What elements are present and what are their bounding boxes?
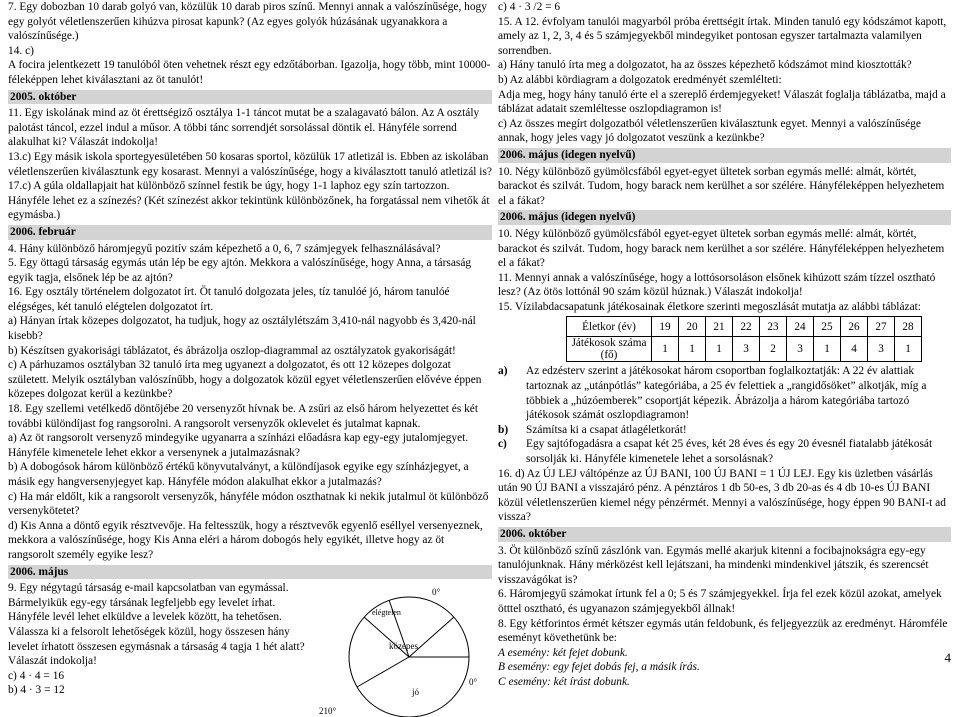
- problem-text: A focira jelentkezett 19 tanulóból öten vehetnek részt egy edzőtáborban. Igazolja, hogy több, mint 10000-féleképpen lehet kiválasztani az öt tanulót!: [8, 59, 491, 86]
- table-cell: 4: [841, 337, 868, 362]
- table-cell: 1: [706, 337, 733, 362]
- table-cell: 1: [895, 337, 922, 362]
- age-table: [566, 316, 922, 362]
- pie-chart: [314, 577, 494, 717]
- section-header: 2006. május (idegen nyelvű): [498, 210, 951, 225]
- problem-9-block: [8, 581, 492, 717]
- event-b: B esemény: egy fejet dobás fej, a másik írás.: [498, 661, 700, 674]
- table-cell: 3: [868, 337, 895, 362]
- right-column: [498, 0, 951, 690]
- problem-15b: b) Az alábbi kördiagram a dolgozatok eredményét szemlélteti:: [498, 73, 782, 86]
- section-header: 2005. október: [8, 90, 492, 105]
- table-cell: 22: [733, 317, 760, 337]
- table-cell: 19: [652, 317, 679, 337]
- problem-11: 11. Egy iskolának mind az öt érettségiző osztálya 1-1 táncot mutat be a szalagavató bálon. Az A osztály palotást táncol, ezzel indul a műsor. A többi tánc sorrendjét sorsolással döntik el. Hányféle sorrend alakulhat ki? Válaszát indokolja!: [8, 107, 480, 149]
- subquestion: [498, 437, 951, 466]
- answer-option: b) 4 · 3 = 12: [8, 684, 65, 697]
- problem-10: 10. Négy különböző gyümölcsfából egyet-egyet ültetek sorban egymás mellé: almát, körtét, barackot és szilvát. Tudom, hogy barack nem kerülhet a sor szélére. Hányféleképpen helyezhetem el a fákat?: [498, 227, 945, 270]
- problem-4: 4. Hány különböző háromjegyű pozitív szám képezhető a 0, 6, 7 számjegyek felhasználásával?: [8, 242, 441, 255]
- pie-divider: [357, 657, 409, 687]
- problem-18b: b) A dobogósok három különböző értékű könyvutalványt, a különdíjasok egyike egy színházjegyet, a másik egy hangversenyjegyet kap. Hányféle módon alakulhat ekkor a jutalmazás?: [8, 461, 469, 488]
- problem-label: 14. c): [8, 44, 34, 57]
- table-row: [567, 317, 922, 337]
- section-header: 2006. május (idegen nyelvű): [498, 148, 951, 163]
- event-a: A esemény: két fejet dobunk.: [498, 646, 628, 659]
- table-cell: 1: [814, 337, 841, 362]
- table-cell: 28: [895, 317, 922, 337]
- page-number: 4: [944, 650, 951, 665]
- problem-10: 10. Négy különböző gyümölcsfából egyet-egyet ültetek sorban egymás mellé: almát, körtét, barackot és szilvát. Tudom, hogy barack nem kerülhet a sor szélére. Hányféleképpen helyezhetem el a fákat?: [498, 165, 945, 207]
- table-cell: 26: [841, 317, 868, 337]
- section-header: 2006. február: [8, 225, 492, 240]
- table-cell: 25: [814, 317, 841, 337]
- section-header: 2006. október: [498, 527, 951, 542]
- problem-11: 11. Mennyi annak a valószínűsége, hogy a lottósorsoláson elsőnek kihúzott szám tízzel osztható lesz? (Az ötös lottónál 90 szám közül húznak.) Válaszát indokolja!: [498, 271, 936, 299]
- table-cell: 21: [706, 317, 733, 337]
- problem-6: 6. Háromjegyű számokat írtunk fel a 0; 5 és 7 számjegyekkel. Írja fel ezek közül azokat, amelyek ötttel osztható, és ugyanazon számjegyekből állnak!: [498, 588, 942, 615]
- answer-option: c) 4 · 4 = 16: [8, 669, 65, 682]
- table-cell: 1: [652, 337, 679, 362]
- problem-17c: 17.c) A gúla oldallapjait hat különböző színnel festik be úgy, hogy 1-1 laphoz egy szín tartozzon. Hányféle lehet ez a színezés? (Két színezést akkor tekintünk különbözőnek, ha forgatással nem vihetők át egymásba.): [8, 180, 490, 222]
- subquestion: [498, 364, 951, 422]
- section-header: 2006. május: [8, 565, 492, 580]
- subquestion-text: Egy sajtófogadásra a csapat két 25 éves, két 28 éves és egy 20 évesnél fiatalabb játékosát sorsolják ki. Hányféle kimenetele lehet a sorsolásnak?: [526, 438, 933, 466]
- problem-18d: d) Kis Anna a döntő egyik résztvevője. Ha feltesszük, hogy a résztvevők egyenlő eséllyel versenyeznek, mekkora a valószínűsége, hogy Kis Anna eléri a három dobogós hely egyikét, illetve hogy az öt rangsorolt személy egyike lesz?: [8, 519, 483, 561]
- problem-15: 15. Vízilabdacsapatunk játékosainak életkore szerinti megoszlását mutatja az alábbi táblázat:: [498, 300, 921, 313]
- problem-16a: a) Hányan írtak közepes dolgozatot, ha tudjuk, hogy az osztálylétszám 3,410-nál nagyobb és 3,420-nál kisebb?: [8, 315, 476, 343]
- subquestion-text: Az edzésterv szerint a játékosokat három csoportban foglalkoztatják: A 22 év alattiak tartoznak az „utánpótlás” kategóriába, a 25 év felettiek a „rangidősöket” alkotják, míg a többiek a „húzóemberek” csoportját képezik. Ábrázolja a három kategóriába tartozó játékosok számát oszlopdiagramon!: [526, 365, 927, 422]
- table-header-cell: Játékosok száma (fő): [567, 337, 652, 362]
- pie-divider: [409, 617, 454, 657]
- problem-15: 15. A 12. évfolyam tanulói magyarból próba érettségit írtak. Minden tanuló egy kódszámot kapott, amely az 1, 2, 3, 4 és 5 számjegyekből mindegyiket pontosan egyszer tartalmazta valamilyen sorrendben.: [498, 15, 947, 57]
- answer-option: c) 4 · 3 /2 = 6: [498, 1, 561, 13]
- problem-18: 18. Egy szellemi vetélkedő döntőjébe 20 versenyzőt hívnak be. A zsűri az első három helyezettet és két további különdíjast fog rangsorolni. A rangsorolt versenyzők oklevelet és jutalmat kapnak.: [8, 403, 479, 430]
- problem-15a: a) Hány tanuló írta meg a dolgozatot, ha az összes képezhető kódszámot mind kiosztották?: [498, 59, 912, 72]
- table-header-cell: Életkor (év): [567, 317, 652, 337]
- subquestion-label: a): [498, 365, 508, 378]
- subquestion-label: c): [498, 438, 507, 451]
- problem-9: 9. Egy négytagú társaság e-mail kapcsolatban van egymással. Bármelyikük egy-egy társának legfeljebb egy levelet írhat. Hányféle levél lehet elküldve a levelek között, ha tehetősen. Válassza ki a felsorolt lehetőségek közül, hogy összesen hány levelet írhatott összesen egymásnak a társaság 4 tagja 1 hét alatt? Válaszát indokolja!: [8, 582, 305, 668]
- pie-angle-label: 210°: [319, 706, 337, 717]
- table-cell: 3: [733, 337, 760, 362]
- problem-13c: 13.c) Egy másik iskola sportegyesületében 50 kosaras sportol, közülük 17 atletizál is. Ebben az iskolában véletlenszerűen kiválasztunk egy kosarast. Mennyi a valószínűsége, hogy a kiválasztott tanuló atletizál is?: [8, 150, 492, 178]
- problem-15c: c) Az összes megírt dolgozatból véletlenszerűen kiválasztunk egyet. Mennyi a valószínűsége annak, hogy jeles vagy jó dolgozatot veszünk a kezünkbe?: [498, 117, 921, 145]
- subquestion-text: Számítsa ki a csapat átlagéletkorát!: [526, 423, 687, 436]
- table-cell: 27: [868, 317, 895, 337]
- problem-15b-cont: Adja meg, hogy hány tanuló érte el a szereplő érdemjegyeket! Válaszát foglalja táblázatba, majd a táblázat adatait szemléltesse oszlopdiagramon is!: [498, 88, 946, 116]
- problem-7: 7. Egy dobozban 10 darab golyó van, közülük 10 darab piros színű. Mennyi annak a valószínűsége, hogy egy golyót véletlenszerűen kihúzva pirosat kapunk? (Az egyes golyók húzásának ugyanakkora a valószínűsége.): [8, 1, 487, 43]
- problem-16c: c) A párhuzamos osztályban 32 tanuló írta meg ugyanezt a dolgozatot, és ott 12 közepes dolgozat született. Melyik osztályban valószínűbb, hogy a dolgozatok közül egyet véletlenszerűen elővéve éppen közepes dolgozat kerül a kezünkbe?: [8, 359, 482, 401]
- table-cell: 24: [787, 317, 814, 337]
- pie-angle-label: 0°: [432, 587, 441, 598]
- pie-slice-label: jó: [412, 687, 420, 698]
- table-cell: 20: [679, 317, 706, 337]
- pie-angle-label: 0°: [469, 677, 478, 688]
- subquestion-label: b): [498, 423, 509, 436]
- problem-18a: a) Az öt rangsorolt versenyző mindegyike ugyanarra a színházi előadásra kap egy-egy jutalomjegyet. Hányféle kimenetele lehet ekkor a versenynek a jutalmazásnak?: [8, 432, 469, 459]
- table-cell: 3: [787, 337, 814, 362]
- problem-3: 3. Öt különböző színű zászlónk van. Egymás mellé akarjuk kitenni a focibajnokságra egy-egy tanulójunknak. Hány mérközést kell lejátszani, ha mindenki mindenkivel játszik, és szerencsét visszavágókat is?: [498, 544, 929, 586]
- pie-slice-label: elégtelen: [372, 608, 401, 618]
- problem-5: 5. Egy öttagú társaság egymás után lép be egy ajtón. Mekkora a valószínűsége, hogy Anna, a társaság egyik tagja, elsőnek lép be az ajtón?: [8, 257, 472, 284]
- table-cell: 2: [760, 337, 787, 362]
- pie-slice-label: közepes: [389, 641, 418, 652]
- problem-16b: b) Készítsen gyakorisági táblázatot, és ábrázolja oszlop-diagrammal az osztályzatok gyakoriságát!: [8, 344, 456, 357]
- table-cell: 23: [760, 317, 787, 337]
- event-c: C esemény: két írást dobunk.: [498, 675, 630, 688]
- subquestion: [498, 423, 951, 438]
- problem-8: 8. Egy kétforintos érmét kétszer egymás után feldobunk, és feljegyezzük az eredményt. Háromféle eseményt követhetünk be:: [498, 617, 948, 645]
- table-row: [567, 337, 922, 362]
- problem-16d: 16. d) Az ÚJ LEJ váltópénze az ÚJ BANI, 100 ÚJ BANI = 1 ÚJ LEJ. Egy kis üzletben vásárlás után 90 ÚJ BANI a visszajáró pénz. A pénztáros 1 db 50-es, 3 db 20-as és 4 db 10-es ÚJ BANI közül véletlenszerűen kiemel négy pénzérmét. Mennyi a valószínűsége, hogy éppen 90 BANI-t ad vissza?: [498, 467, 946, 524]
- problem-18c: c) Ha már eldőlt, kik a rangsorolt versenyzők, hányféle módon oszthatnak ki nekik jutalmul öt különböző versenykötetet?: [8, 490, 489, 518]
- left-column: [8, 0, 492, 717]
- table-cell: 1: [679, 337, 706, 362]
- problem-16: 16. Egy osztály történelem dolgozatot írt. Öt tanuló dolgozata jeles, tíz tanulóé jó, három tanulóé elégséges, két tanuló elégtelen dolgozatot írt.: [8, 286, 450, 313]
